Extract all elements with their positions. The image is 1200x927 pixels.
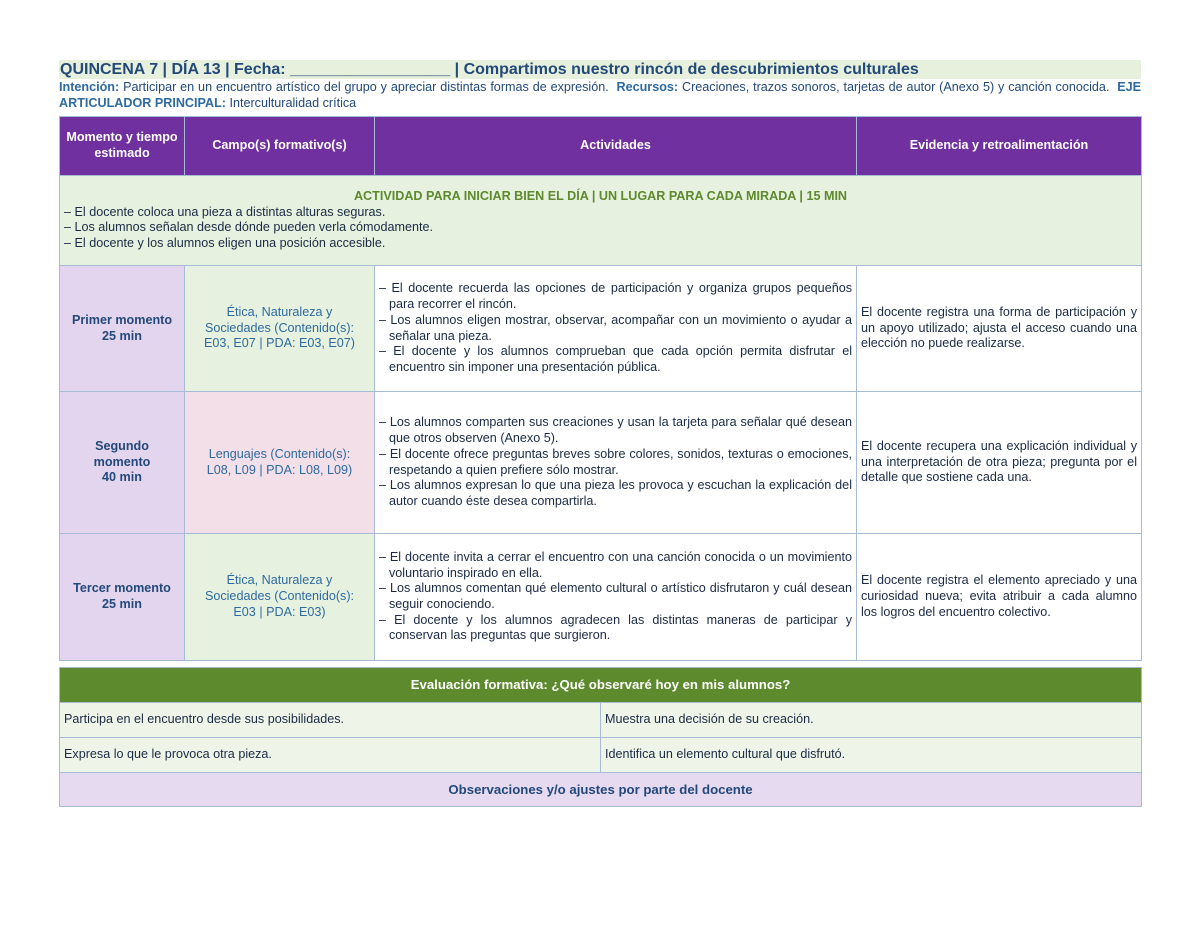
table-header-row [60, 117, 1142, 176]
moment-label: Primer momento [71, 312, 173, 327]
recursos-label: Recursos: [616, 80, 679, 94]
page-title: QUINCENA 7 | DÍA 13 | Fecha: __________________ | Compartimos nuestro rincón de descubrimientos culturales [59, 60, 1141, 79]
evaluation-row [60, 738, 1142, 773]
start-activity-title: ACTIVIDAD PARA INICIAR BIEN EL DÍA | UN LUGAR PARA CADA MIRADA | 15 MIN [353, 189, 848, 203]
lesson-plan-page [59, 60, 1141, 807]
column-header-activities: Actividades [375, 117, 857, 176]
observations-label: Observaciones y/o ajustes por parte del docente [60, 773, 1142, 807]
campo-cell: Lenguajes (Contenido(s): L08, L09 | PDA: L08, L09) [185, 392, 375, 534]
activity-item: – El docente ofrece preguntas breves sobre colores, sonidos, texturas o emociones, respetando a quien prefiere sólo mostrar. [379, 446, 852, 477]
evaluation-row [60, 703, 1142, 738]
start-activity-item: – El docente y los alumnos eligen una posición accesible. [64, 236, 386, 251]
moment-cell [60, 266, 185, 392]
moment-cell [60, 392, 185, 534]
moment-label: Tercer momento [73, 581, 171, 596]
observations-row [60, 773, 1142, 807]
evaluation-title: Evaluación formativa: ¿Qué observaré hoy en mis alumnos? [60, 668, 1142, 703]
campo-cell: Ética, Naturaleza y Sociedades (Contenido(s): E03, E07 | PDA: E03, E07) [185, 266, 375, 392]
table-row [60, 266, 1142, 392]
evidence-cell: El docente recupera una explicación individual y una interpretación de otra pieza; pregunta por el detalle que sostiene cada una. [857, 392, 1142, 534]
start-activity-item: – Los alumnos señalan desde dónde pueden verla cómodamente. [64, 220, 433, 235]
intro-text [59, 80, 1141, 111]
eje-text: Interculturalidad crítica [229, 95, 357, 110]
table-row [60, 392, 1142, 534]
moment-time: 25 min [102, 597, 142, 611]
activities-cell [375, 266, 857, 392]
moment-cell [60, 534, 185, 661]
evidence-cell: El docente registra el elemento apreciado y una curiosidad nueva; evita atribuir a cada alumno los logros del encuentro colectivo. [857, 534, 1142, 661]
eje-label: EJE ARTICULADOR PRINCIPAL: [59, 80, 1142, 110]
evaluation-item: Expresa lo que le provoca otra pieza. [60, 738, 601, 773]
start-activity-cell [60, 176, 1142, 266]
moment-time: 25 min [102, 328, 142, 343]
intencion-text: Participar en un encuentro artístico del grupo y apreciar distintas formas de expresión. [123, 80, 609, 94]
evaluation-item: Muestra una decisión de su creación. [601, 703, 1142, 738]
column-header-evidence: Evidencia y retroalimentación [857, 117, 1142, 176]
column-header-campo: Campo(s) formativo(s) [185, 117, 375, 176]
recursos-text: Creaciones, trazos sonoros, tarjetas de autor (Anexo 5) y canción conocida. [682, 80, 1110, 94]
campo-cell: Ética, Naturaleza y Sociedades (Contenido(s): E03 | PDA: E03) [185, 534, 375, 661]
activity-item: – El docente invita a cerrar el encuentro con una canción conocida o un movimiento voluntario inspirado en ella. [379, 549, 852, 580]
activity-item: – Los alumnos comentan qué elemento cultural o artístico disfrutaron y cuál desean seguir conociendo. [379, 581, 852, 611]
start-activity-row [60, 176, 1142, 266]
intencion-label: Intención: [59, 80, 120, 94]
moment-time: 40 min [102, 470, 142, 485]
evaluation-item: Identifica un elemento cultural que disfrutó. [601, 738, 1142, 773]
table-row [60, 534, 1142, 661]
start-activity-item: – El docente coloca una pieza a distintas alturas seguras. [64, 204, 386, 219]
activity-item: – Los alumnos expresan lo que una pieza les provoca y escuchan la explicación del autor cuando éste desea compartirla. [379, 478, 852, 508]
column-header-moment: Momento y tiempo estimado [60, 117, 185, 176]
activity-item: – Los alumnos comparten sus creaciones y usan la tarjeta para señalar qué desean que otros observen (Anexo 5). [379, 415, 852, 446]
activity-item: – El docente y los alumnos agradecen las distintas maneras de participar y conservan las preguntas que surgieron. [379, 612, 852, 643]
activities-cell [375, 534, 857, 661]
planning-table [59, 116, 1142, 661]
activity-item: – El docente recuerda las opciones de participación y organiza grupos pequeños para recorrer el rincón. [379, 281, 852, 312]
activities-cell [375, 392, 857, 534]
moment-label: Segundo momento [93, 438, 151, 469]
evaluation-table [59, 667, 1142, 807]
evaluation-item: Participa en el encuentro desde sus posibilidades. [60, 703, 601, 738]
evidence-cell: El docente registra una forma de participación y un apoyo utilizado; ajusta el acceso cuando una elección no puede realizarse. [857, 266, 1142, 392]
activity-item: – Los alumnos eligen mostrar, observar, acompañar con un movimiento o ayudar a señalar una pieza. [379, 312, 852, 343]
evaluation-header-row [60, 668, 1142, 703]
activity-item: – El docente y los alumnos comprueban que cada opción permita disfrutar el encuentro sin imponer una presentación pública. [379, 344, 852, 374]
